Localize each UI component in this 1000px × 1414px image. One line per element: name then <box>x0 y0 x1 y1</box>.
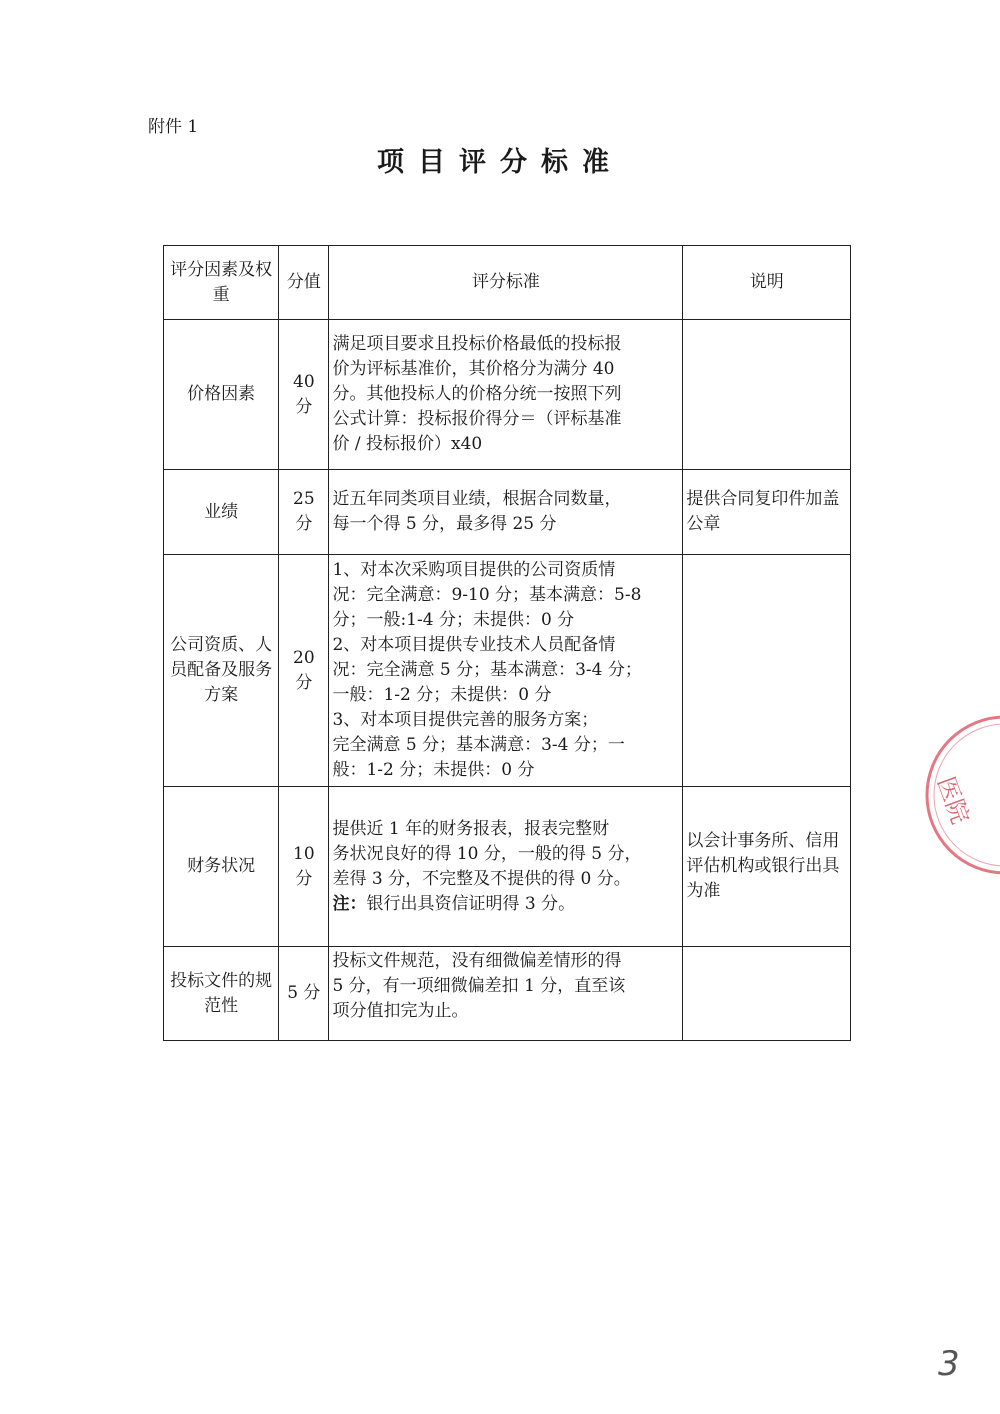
factor-cell: 投标文件的规范性 <box>164 947 279 1041</box>
criteria-line: 完全满意 5 分；基本满意：3-4 分；一 <box>332 735 625 755</box>
criteria-line: 满足项目要求且投标价格最低的投标报 <box>332 334 622 354</box>
score-cell: 25 分 <box>279 470 329 555</box>
criteria-note-text: 银行出具资信证明得 3 分。 <box>366 893 576 914</box>
header-note: 说明 <box>683 246 851 320</box>
score-cell: 10 分 <box>279 787 329 947</box>
table-row <box>164 555 851 787</box>
criteria-line: 每一个得 5 分，最多得 25 分 <box>332 514 557 534</box>
criteria-line: 务状况良好的得 10 分，一般的得 5 分， <box>332 843 642 864</box>
table-header-row <box>164 246 851 320</box>
page-title: 项目评分标准 <box>377 147 623 178</box>
criteria-cell <box>329 555 683 787</box>
criteria-line: 差得 3 分，不完整及不提供的得 0 分。 <box>332 868 631 889</box>
note-cell <box>683 320 851 470</box>
header-score: 分值 <box>279 246 329 320</box>
table-row <box>164 320 851 470</box>
criteria-line: 价为评标基准价，其价格分为满分 40 <box>332 359 615 379</box>
criteria-cell <box>329 947 683 1041</box>
table-row <box>164 947 851 1041</box>
attachment-label: 附件 1 <box>148 117 199 137</box>
criteria-line: 况：完全满意：9-10 分；基本满意：5-8 <box>332 585 642 605</box>
factor-cell: 公司资质、人员配备及服务方案 <box>164 555 279 787</box>
criteria-line: 投标文件规范，没有细微偏差情形的得 <box>332 951 622 971</box>
criteria-note-prefix: 注： <box>332 893 367 914</box>
official-seal <box>910 710 1000 880</box>
score-cell: 20 分 <box>279 555 329 787</box>
header-criteria: 评分标准 <box>329 246 683 320</box>
criteria-cell <box>329 320 683 470</box>
criteria-line: 一般：1-2 分；未提供：0 分 <box>332 685 552 705</box>
criteria-cell <box>329 787 683 947</box>
score-cell: 40 分 <box>279 320 329 470</box>
note-cell: 提供合同复印件加盖公章 <box>683 470 851 555</box>
criteria-line: 3、对本项目提供完善的服务方案； <box>332 710 599 730</box>
header-factor: 评分因素及权重 <box>164 246 279 320</box>
factor-cell: 价格因素 <box>164 320 279 470</box>
criteria-cell <box>329 470 683 555</box>
criteria-note-line <box>332 892 679 917</box>
criteria-line: 提供近 1 年的财务报表，报表完整财 <box>332 818 610 839</box>
criteria-line: 1、对本次采购项目提供的公司资质情 <box>332 560 616 580</box>
criteria-line: 公式计算：投标报价得分＝（评标基准 <box>332 409 622 429</box>
criteria-line: 价 / 投标报价）x40 <box>332 434 483 454</box>
criteria-line: 近五年同类项目业绩，根据合同数量， <box>332 489 622 509</box>
criteria-line: 分；一般:1-4 分；未提供：0 分 <box>332 610 575 630</box>
criteria-line: 分。其他投标人的价格分统一按照下列 <box>332 384 622 404</box>
factor-cell: 财务状况 <box>164 787 279 947</box>
factor-cell: 业绩 <box>164 470 279 555</box>
criteria-line: 般：1-2 分；未提供：0 分 <box>332 760 535 780</box>
criteria-line: 5 分，有一项细微偏差扣 1 分，直至该 <box>332 976 626 996</box>
criteria-line: 2、对本项目提供专业技术人员配备情 <box>332 635 616 655</box>
criteria-line: 况：完全满意 5 分；基本满意：3-4 分； <box>332 660 642 680</box>
seal-text: 医院 <box>931 772 975 828</box>
criteria-line: 项分值扣完为止。 <box>332 1001 469 1021</box>
table-row <box>164 787 851 947</box>
note-cell <box>683 947 851 1041</box>
page-number: 3 <box>938 1344 960 1384</box>
score-cell: 5 分 <box>279 947 329 1041</box>
table-row <box>164 470 851 555</box>
note-cell <box>683 555 851 787</box>
scoring-table <box>163 245 851 1041</box>
note-cell: 以会计事务所、信用评估机构或银行出具为准 <box>683 787 851 947</box>
